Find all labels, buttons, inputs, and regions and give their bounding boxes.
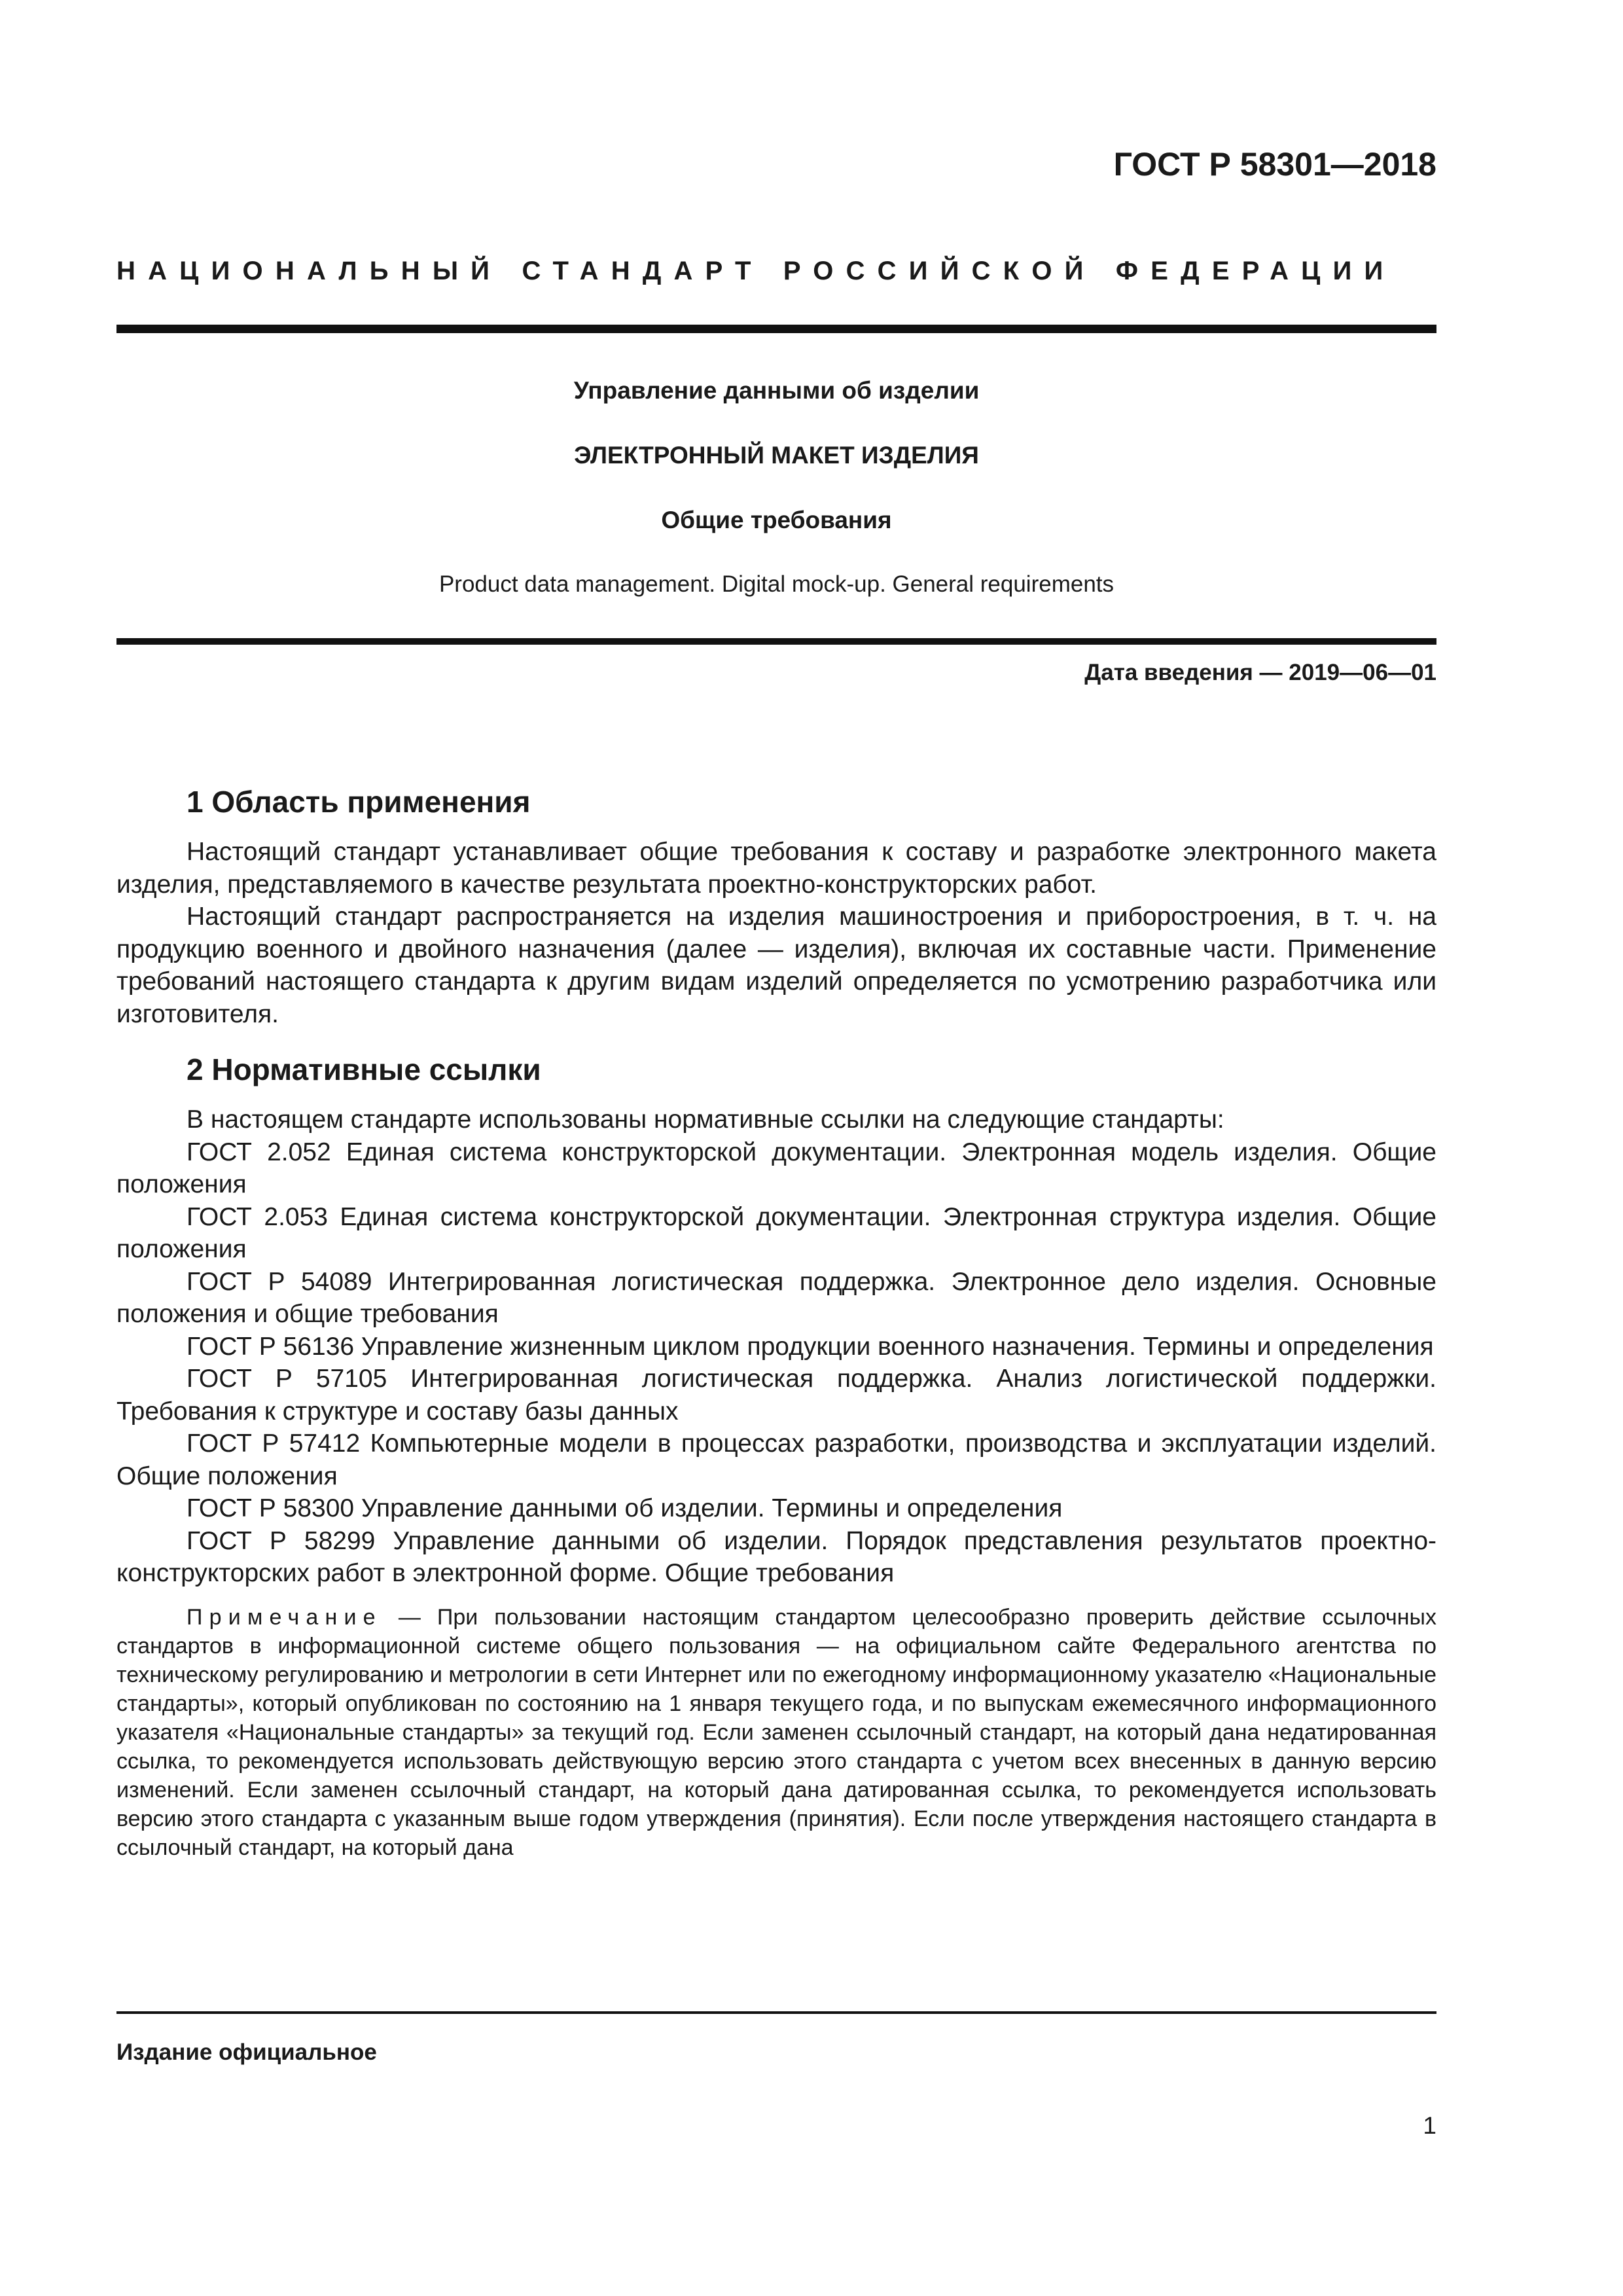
standard-designation: ГОСТ Р 58301—2018 (1113, 146, 1436, 183)
reference-item: ГОСТ Р 58299 Управление данными об изделии. Порядок представления результатов проектно-конструкторских работ в электронной форме. Общие требования (116, 1526, 1436, 1587)
section-2-intro: В настоящем стандарте использованы нормативные ссылки на следующие стандарты: (187, 1105, 1224, 1134)
footer-divider (116, 2011, 1436, 2014)
note-label: Примечание (187, 1604, 382, 1630)
reference-item: ГОСТ Р 57105 Интегрированная логистическая поддержка. Анализ логистической поддержки. Требования к структуре и составу базы данных (116, 1365, 1436, 1426)
reference-item: ГОСТ 2.053 Единая система конструкторской документации. Электронная структура изделия. Общие положения (116, 1202, 1436, 1263)
title-line-3: Общие требования (661, 507, 892, 533)
reference-note (116, 1603, 1436, 1862)
section-2-heading: 2 Нормативные ссылки (187, 1052, 541, 1086)
section-1-paragraph: Настоящий стандарт распространяется на изделия машиностроения и приборостроения, в т. ч. на продукцию военного и двойного назначения (далее — изделия), включая их составные части. Применение требований настоящего стандарта к другим видам изделий определяется по усмотрению разработчика или изготовителя. (116, 903, 1436, 1028)
top-divider (116, 325, 1436, 333)
page-number: 1 (1423, 2112, 1436, 2139)
reference-item: ГОСТ Р 56136 Управление жизненным циклом продукции военного назначения. Термины и определения (187, 1332, 1434, 1361)
title-divider (116, 638, 1436, 645)
national-standard-banner: НАЦИОНАЛЬНЫЙ СТАНДАРТ РОССИЙСКОЙ ФЕДЕРАЦИИ (116, 257, 1396, 285)
section-1-heading: 1 Область применения (187, 785, 531, 819)
title-line-1: Управление данными об изделии (573, 377, 980, 404)
document-body (116, 782, 1436, 1862)
title-line-2: ЭЛЕКТРОННЫЙ МАКЕТ ИЗДЕЛИЯ (574, 442, 979, 469)
note-text: — При пользовании настоящим стандартом целесообразно проверить действие ссылочных стандартов в информационной системе общего пользования — на официальном сайте Федерального агентства по техническому регулированию и метрологии в сети Интернет или по ежегодному информационному указателю «Национальные стандарты», который опубликован по состоянию на 1 января текущего года, и по выпускам ежемесячного информационного указателя «Национальные стандарты» за текущий год. Если заменен ссылочный стандарт, на который дана недатированная ссылка, то рекомендуется использовать действующую версию этого стандарта с учетом всех внесенных в данную версию изменений. Если заменен ссылочный стандарт, на который дана датированная ссылка, то рекомендуется использовать версию этого стандарта с указанным выше годом утверждения (принятия). Если после утверждения настоящего стандарта в ссылочный стандарт, на который дана (116, 1604, 1436, 1860)
reference-item: ГОСТ Р 58300 Управление данными об изделии. Термины и определения (187, 1494, 1063, 1522)
reference-item: ГОСТ Р 54089 Интегрированная логистическая поддержка. Электронное дело изделия. Основные положения и общие требования (116, 1267, 1436, 1328)
section-1-paragraph: Настоящий стандарт устанавливает общие требования к составу и разработке электронного макета изделия, представляемого в качестве результата проектно-конструкторских работ. (116, 838, 1436, 899)
reference-item: ГОСТ Р 57412 Компьютерные модели в процессах разработки, производства и эксплуатации изделий. Общие положения (116, 1429, 1436, 1490)
english-title: Product data management. Digital mock-up. General requirements (438, 571, 1115, 597)
introduction-date: Дата введения — 2019—06—01 (1084, 660, 1436, 685)
official-edition-label: Издание официальное (116, 2039, 377, 2065)
reference-item: ГОСТ 2.052 Единая система конструкторской документации. Электронная модель изделия. Общие положения (116, 1138, 1436, 1198)
